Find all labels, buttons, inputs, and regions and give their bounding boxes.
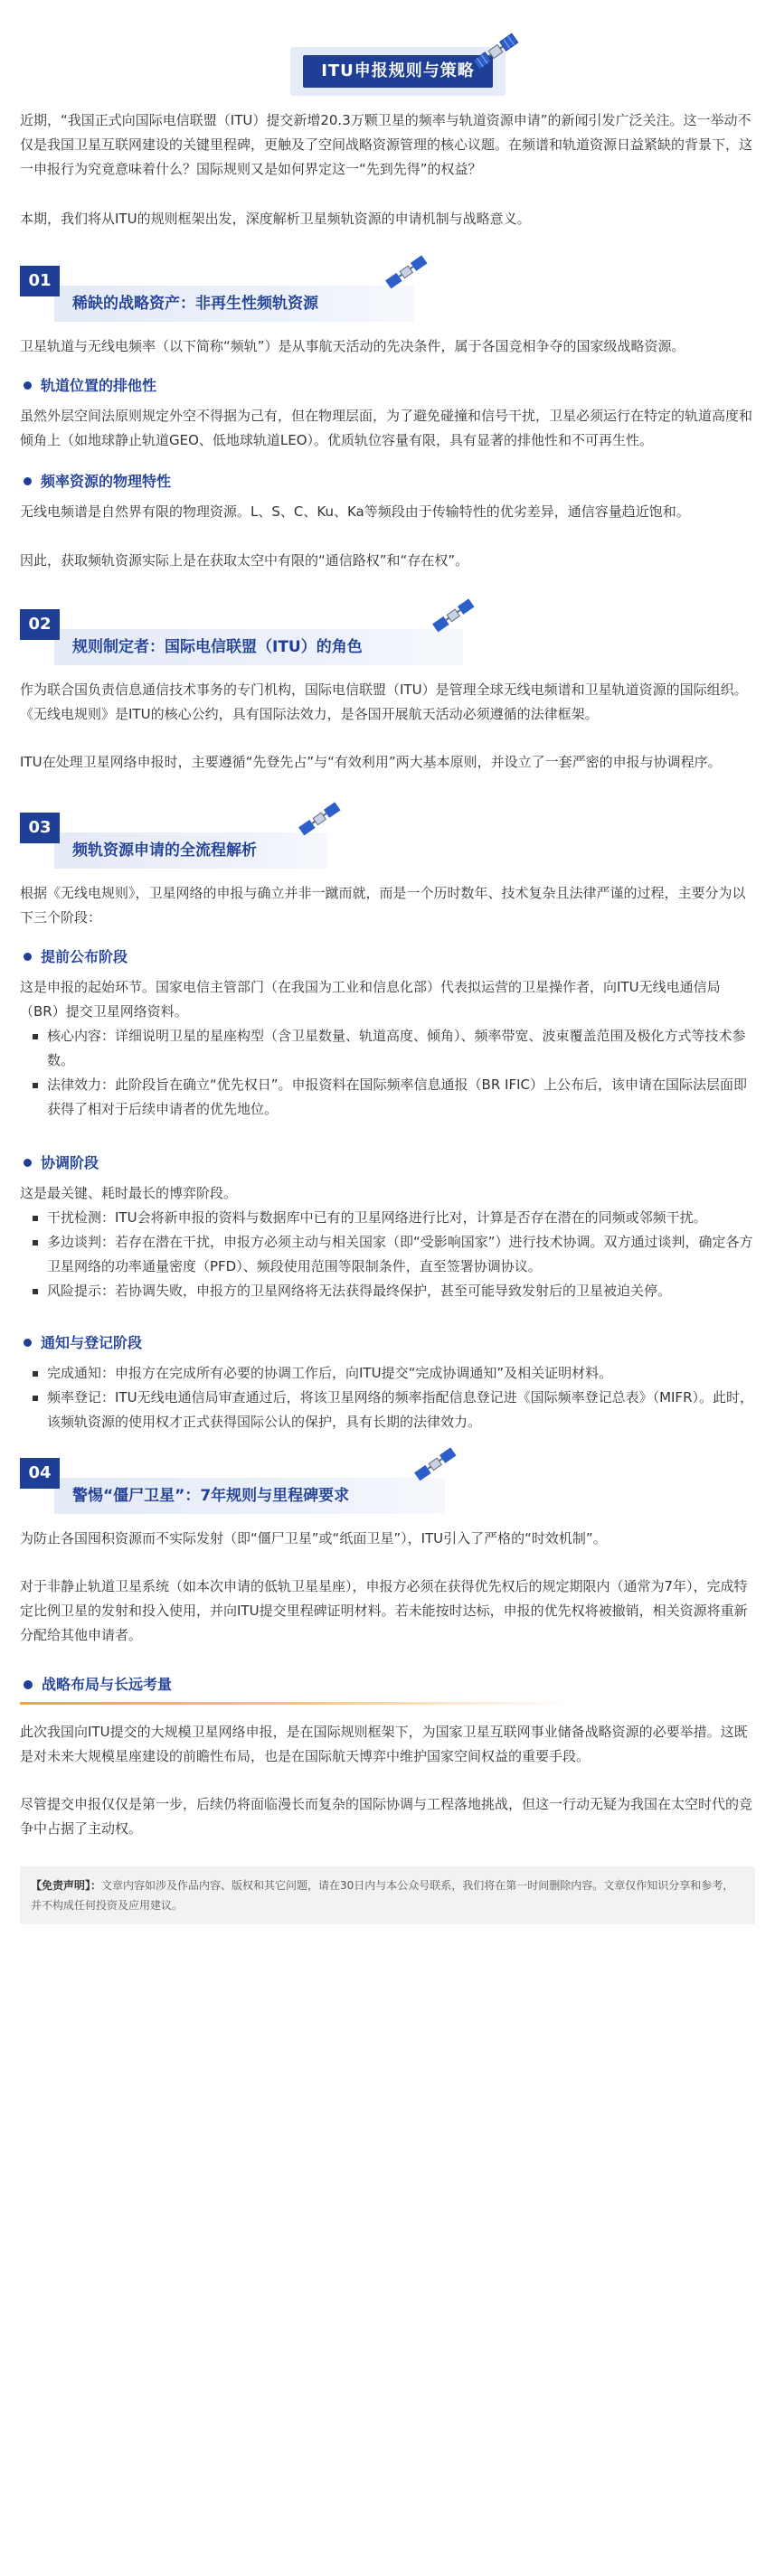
subheading-text: 频率资源的物理特性 <box>41 472 172 490</box>
bullet-dot-icon <box>24 1680 33 1689</box>
list-item: 法律效力：此阶段旨在确立“优先权日”。申报资料在国际频率信息通报（BR IFIC）上公布后，该申请在国际法层面即获得了相对于后续申请者的优先地位。 <box>31 1073 755 1122</box>
bullet-list <box>31 1361 755 1434</box>
section-title: 规则制定者：国际电信联盟（ITU）的角色 <box>72 638 363 656</box>
subheading-text: 通知与登记阶段 <box>41 1333 143 1351</box>
bullet-dot-icon <box>24 477 32 485</box>
section-paragraph: 根据《无线电规则》，卫星网络的申报与确立并非一蹴而就，而是一个历时数年、技术复杂且法律严谨的过程，主要分为以下三个阶段： <box>20 885 746 926</box>
bullet-dot-icon <box>24 1339 32 1347</box>
article-title: ITU申报规则与策略 <box>303 55 493 88</box>
disclaimer-label: 【免责声明】： <box>31 1879 102 1892</box>
section-number: 01 <box>20 266 60 296</box>
bullet-dot-icon <box>24 381 32 390</box>
list-item: 风险提示：若协调失败，申报方的卫星网络将无法获得最终保护，甚至可能导致发射后的卫星被迫关停。 <box>31 1279 755 1303</box>
section-paragraph: 卫星轨道与无线电频率（以下简称“频轨”）是从事航天活动的先决条件，属于各国竞相争夺的国家级战略资源。 <box>20 338 685 354</box>
strategy-paragraph: 此次我国向ITU提交的大规模卫星网络申报，是在国际规则框架下，为国家卫星互联网事业储备战略资源的必要举措。这既是对未来大规模星座建设的前瞻性布局，也是在国际航天博弈中维护国家空间权益的重要手段。 <box>20 1724 748 1764</box>
section-title: 警惕“僵尸卫星”：7年规则与里程碑要求 <box>72 1487 350 1505</box>
satellite-icon <box>382 253 432 291</box>
section-number: 03 <box>20 813 60 843</box>
section-paragraph: 因此，获取频轨资源实际上是在获取太空中有限的“通信路权”和“存在权”。 <box>20 552 469 569</box>
subheading-text: 提前公布阶段 <box>41 947 128 965</box>
section-header-02 <box>20 609 755 667</box>
disclaimer-text: 文章内容如涉及作品内容、版权和其它问题，请在30日内与本公众号联系，我们将在第一时间删除内容。文章仅作知识分享和参考，并不构成任何投资及应用建议。 <box>31 1879 734 1912</box>
subheading-text: 轨道位置的排他性 <box>41 376 157 394</box>
satellite-icon <box>411 1445 461 1483</box>
heading-underline <box>20 1702 572 1705</box>
section-number: 04 <box>20 1458 60 1489</box>
subheading <box>20 467 755 494</box>
section-paragraph: 对于非静止轨道卫星系统（如本次申请的低轨卫星星座），申报方必须在获得优先权后的规定期限内（通常为7年），完成特定比例卫星的发射和投入使用，并向ITU提交里程碑证明材料。若未能按时达标，申报的优先权将被撤销，相关资源将重新分配给其他申请者。 <box>20 1578 748 1643</box>
section-paragraph: 这是最关键、耗时最长的博弈阶段。 <box>20 1185 238 1201</box>
subheading <box>20 371 755 399</box>
section-header-03 <box>20 813 755 870</box>
section-title: 稀缺的战略资产：非再生性频轨资源 <box>72 295 318 313</box>
strategy-paragraph: 尽管提交申报仅仅是第一步，后续仍将面临漫长而复杂的国际协调与工程落地挑战，但这一行动无疑为我国在太空时代的竞争中占据了主动权。 <box>20 1796 753 1837</box>
list-item: 干扰检测：ITU会将新申报的资料与数据库中已有的卫星网络进行比对，计算是否存在潜在的同频或邻频干扰。 <box>31 1206 755 1230</box>
section-paragraph: 作为联合国负责信息通信技术事务的专门机构，国际电信联盟（ITU）是管理全球无线电频谱和卫星轨道资源的国际组织。《无线电规则》是ITU的核心公约，具有国际法效力，是各国开展航天活动必须遵循的法律框架。 <box>20 682 748 722</box>
section-paragraph: 为防止各国囤积资源而不实际发射（即“僵尸卫星”或“纸面卫星”），ITU引入了严格的“时效机制”。 <box>20 1530 607 1547</box>
intro-paragraph: 本期，我们将从ITU的规则框架出发，深度解析卫星频轨资源的申请机制与战略意义。 <box>20 211 531 227</box>
list-item: 频率登记：ITU无线电通信局审查通过后，将该卫星网络的频率指配信息登记进《国际频率登记总表》（MIFR）。此时，该频轨资源的使用权才正式获得国际公认的保护，具有长期的法律效力。 <box>31 1386 755 1434</box>
satellite-icon <box>295 800 345 838</box>
intro-paragraph: 近期，“我国正式向国际电信联盟（ITU）提交新增20.3万颗卫星的频率与轨道资源申请”的新闻引发广泛关注。这一举动不仅是我国卫星互联网建设的关键里程碑，更触及了空间战略资源管理的核心议题。在频谱和轨道资源日益紧缺的背景下，这一申报行为究竟意味着什么？国际规则又是如何界定这一“先到先得”的权益？ <box>20 112 753 177</box>
section-paragraph: ITU在处理卫星网络申报时，主要遵循“先登先占”与“有效利用”两大基本原则，并设立了一套严密的申报与协调程序。 <box>20 754 722 770</box>
disclaimer-box <box>20 1866 755 1924</box>
bullet-list <box>31 1024 755 1122</box>
section-number: 02 <box>20 609 60 640</box>
section-paragraph: 这是申报的起始环节。国家电信主管部门（在我国为工业和信息化部）代表拟运营的卫星操作者，向ITU无线电通信局（BR）提交卫星网络资料。 <box>20 979 721 1020</box>
article-header <box>20 0 755 101</box>
section-title: 频轨资源申请的全流程解析 <box>72 841 257 860</box>
subheading <box>20 943 755 970</box>
satellite-icon <box>429 597 479 635</box>
section-paragraph: 无线电频谱是自然界有限的物理资源。L、S、C、Ku、Ka等频段由于传输特性的优劣差异，通信容量趋近饱和。 <box>20 503 690 520</box>
bullet-list <box>31 1206 755 1303</box>
list-item: 核心内容：详细说明卫星的星座构型（含卫星数量、轨道高度、倾角）、频率带宽、波束覆盖范围及极化方式等技术参数。 <box>31 1024 755 1073</box>
section-paragraph: 虽然外层空间法原则规定外空不得据为己有，但在物理层面，为了避免碰撞和信号干扰，卫星必须运行在特定的轨道高度和倾角上（如地球静止轨道GEO、低地球轨道LEO）。优质轨位容量有限，具有显著的排他性和不可再生性。 <box>20 408 753 448</box>
strategy-heading <box>20 1671 755 1720</box>
strategy-title: 战略布局与长远考量 <box>42 1676 173 1693</box>
satellite-icon <box>468 31 523 72</box>
list-item: 完成通知：申报方在完成所有必要的协调工作后，向ITU提交“完成协调通知”及相关证明材料。 <box>31 1361 755 1386</box>
bullet-dot-icon <box>24 1159 32 1167</box>
bullet-dot-icon <box>24 953 32 961</box>
subheading <box>20 1149 755 1176</box>
section-header-01 <box>20 266 755 324</box>
subheading-text: 协调阶段 <box>41 1153 99 1171</box>
subheading <box>20 1329 755 1356</box>
list-item: 多边谈判：若存在潜在干扰，申报方必须主动与相关国家（即“受影响国家”）进行技术协调。双方通过谈判，确定各方卫星网络的功率通量密度（PFD）、频段使用范围等限制条件，直至签署协调协议。 <box>31 1230 755 1279</box>
section-header-04 <box>20 1458 755 1516</box>
